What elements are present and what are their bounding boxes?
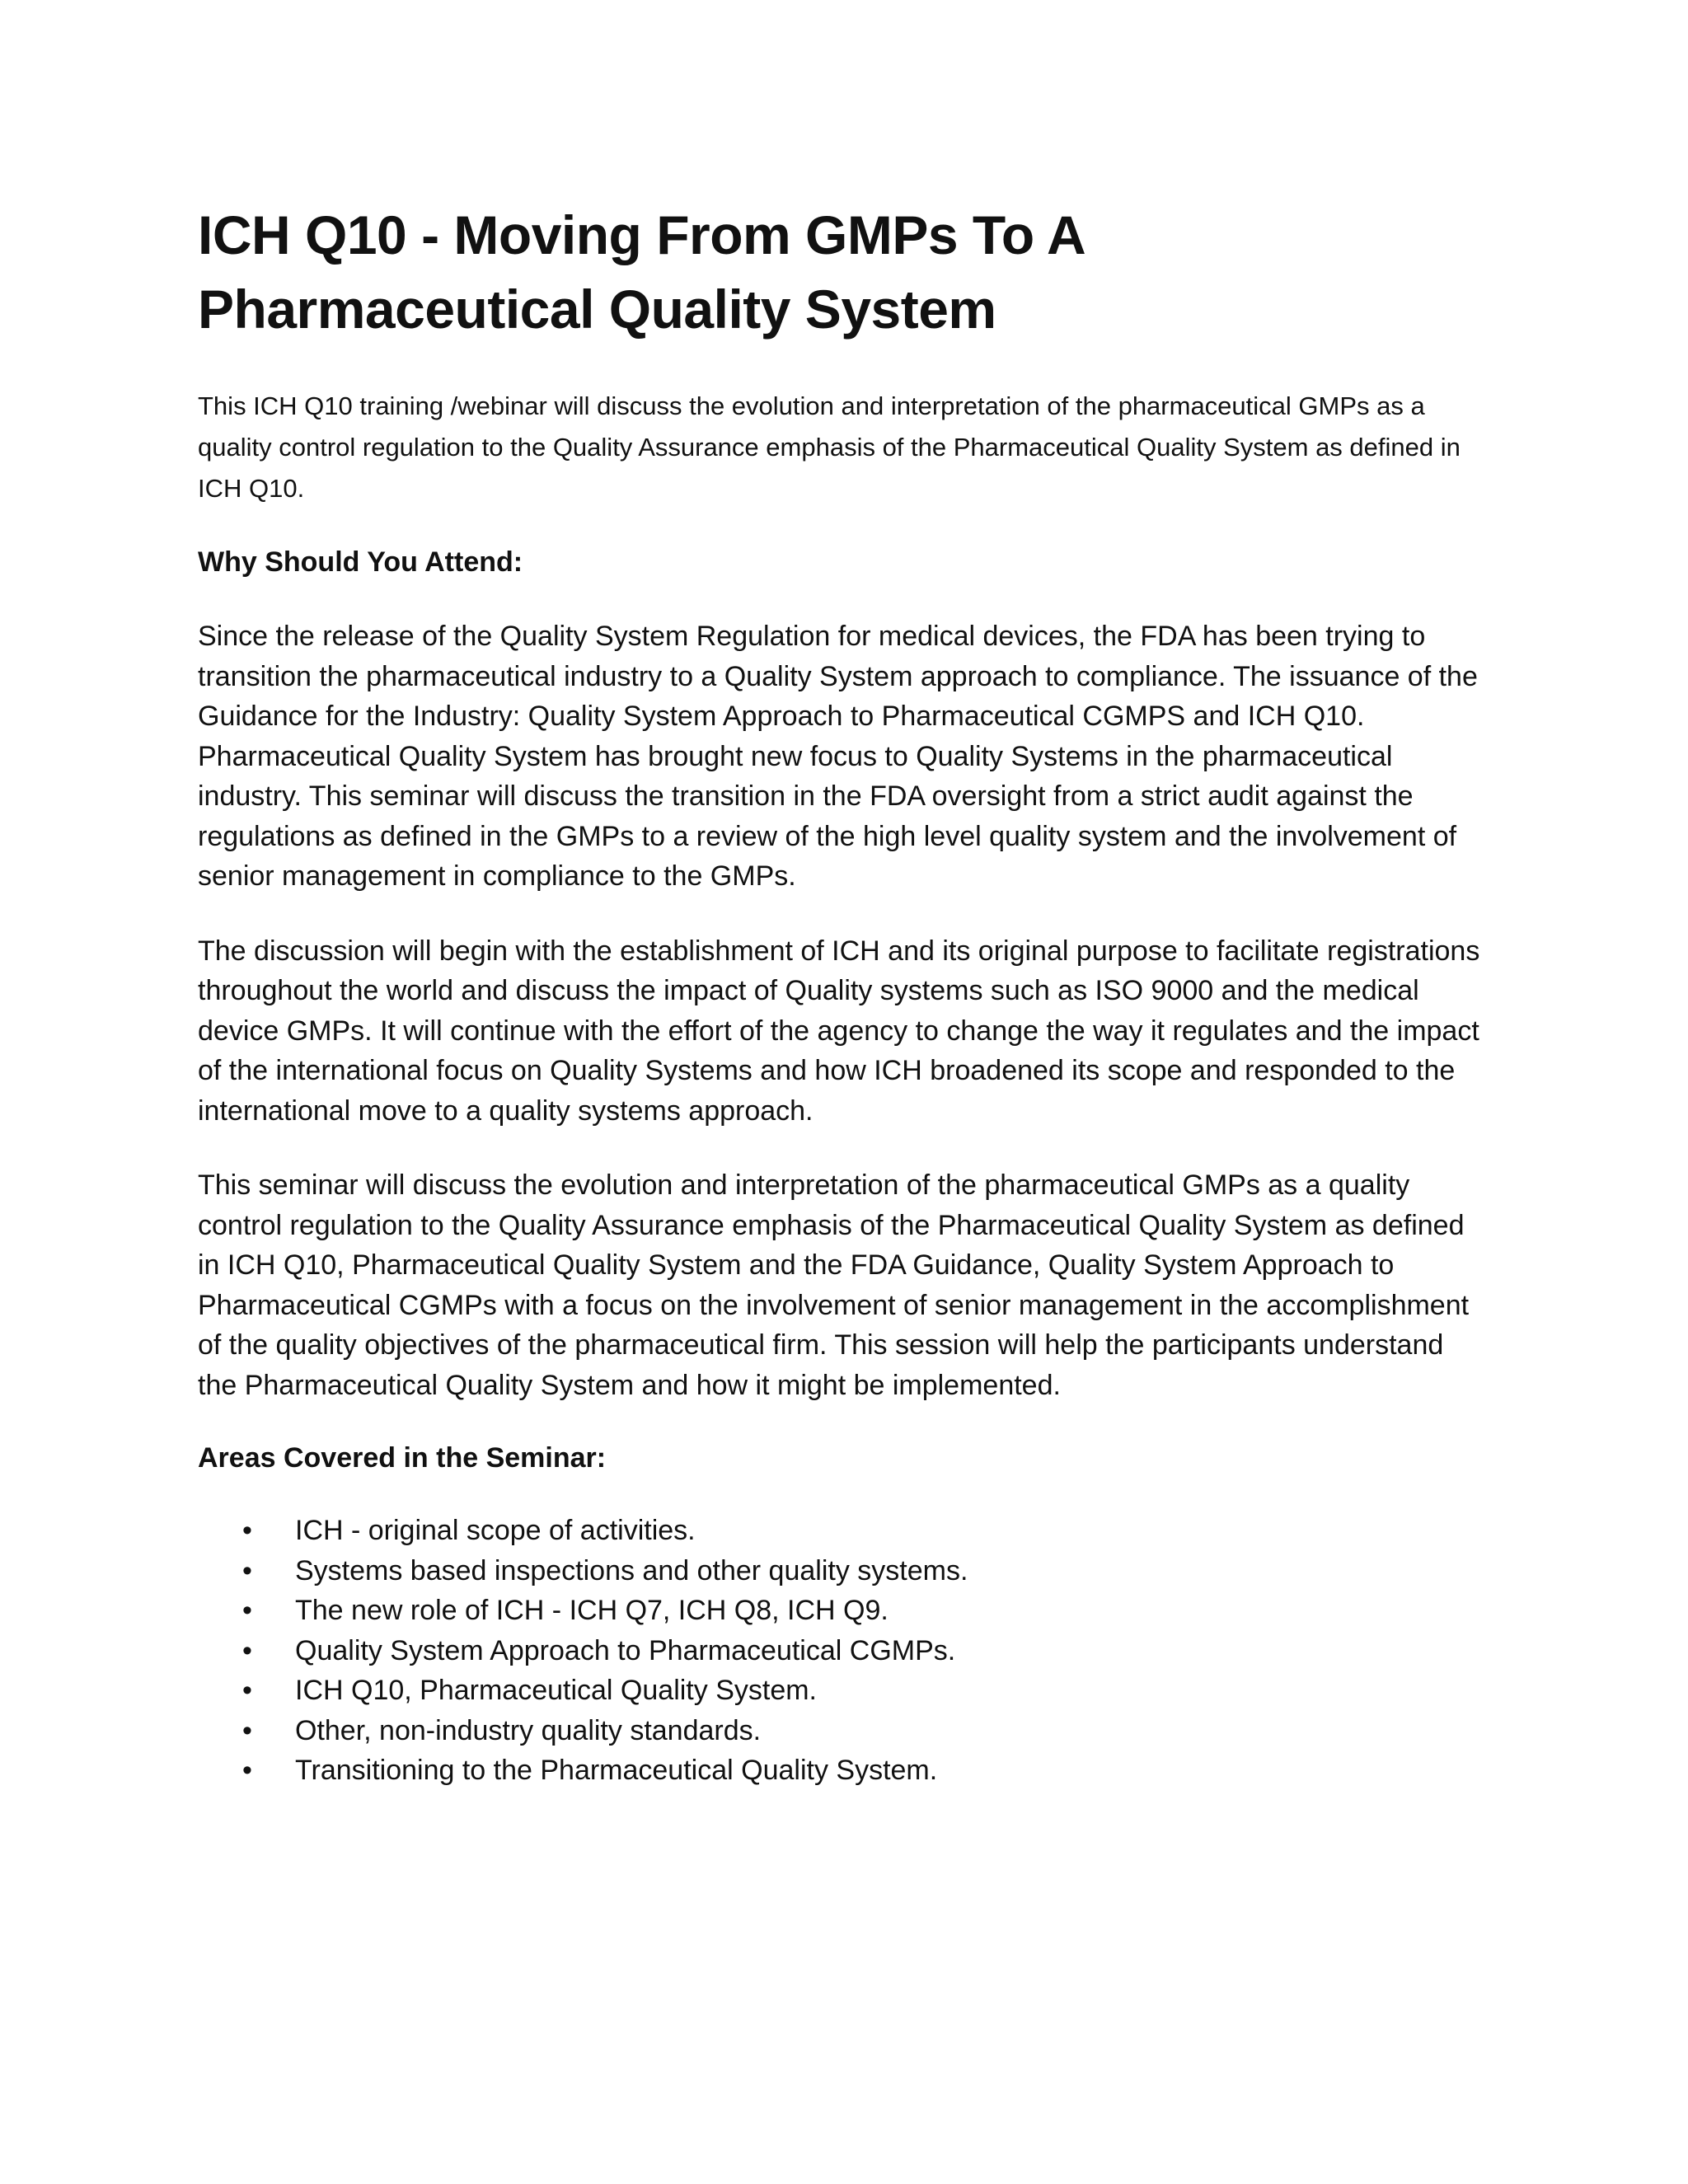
list-item-text: Other, non-industry quality standards. bbox=[295, 1714, 762, 1746]
document-title: ICH Q10 - Moving From GMPs To A Pharmaceutical Quality System bbox=[198, 204, 1084, 340]
areas-covered-list bbox=[198, 1511, 1484, 1791]
list-item-text: ICH Q10, Pharmaceutical Quality System. bbox=[295, 1675, 818, 1706]
list-item-text: The new role of ICH - ICH Q7, ICH Q8, ICH Q9. bbox=[295, 1595, 889, 1626]
list-item-text: Transitioning to the Pharmaceutical Quality System. bbox=[295, 1755, 938, 1786]
why-attend-heading: Why Should You Attend: bbox=[198, 546, 523, 578]
list-item-text: ICH - original scope of activities. bbox=[295, 1515, 696, 1546]
list-item-text: Quality System Approach to Pharmaceutical CGMPs. bbox=[295, 1634, 956, 1666]
bullet-icon: • bbox=[242, 1755, 252, 1786]
bullet-icon: • bbox=[242, 1714, 252, 1746]
list-item-text: Systems based inspections and other quality systems. bbox=[295, 1554, 968, 1586]
areas-covered-heading: Areas Covered in the Seminar: bbox=[198, 1442, 607, 1474]
list-item bbox=[198, 1511, 1484, 1551]
list-item bbox=[198, 1631, 1484, 1671]
bullet-icon: • bbox=[242, 1675, 252, 1706]
bullet-icon: • bbox=[242, 1515, 252, 1546]
why-attend-paragraph-2: The discussion will begin with the establishment of ICH and its original purpose to facilitate registrations throughout the world and discuss the impact of Quality systems such as ISO 9000 and the medical device GMPs. It will continue with the effort of the agency to change the way it regulates and the impact of the international focus on Quality Systems and how ICH broadened its scope and responded to the international move to a quality systems approach. bbox=[198, 935, 1480, 1127]
bullet-icon: • bbox=[242, 1634, 252, 1666]
list-item bbox=[198, 1671, 1484, 1711]
list-item bbox=[198, 1551, 1484, 1591]
why-attend-paragraph-3: This seminar will discuss the evolution and interpretation of the pharmaceutical GMPs as a quality control regulation to the Quality Assurance emphasis of the Pharmaceutical Quality System as defined in ICH Q10, Pharmaceutical Quality System and the FDA Guidance, Quality System Approach to Pharmaceutical CGMPs with a focus on the involvement of senior management in the accomplishment of the quality objectives of the pharmaceutical firm. This session will help the participants understand the Pharmaceutical Quality System and how it might be implemented. bbox=[198, 1169, 1470, 1401]
bullet-icon: • bbox=[242, 1554, 252, 1586]
intro-paragraph: This ICH Q10 training /webinar will discuss the evolution and interpretation of the pharmaceutical GMPs as a quality control regulation to the Quality Assurance emphasis of the Pharmaceutical Quality System as defined in ICH Q10. bbox=[198, 391, 1461, 503]
list-item bbox=[198, 1711, 1484, 1751]
list-item bbox=[198, 1750, 1484, 1791]
document-page bbox=[198, 198, 1484, 1791]
why-attend-paragraph-1: Since the release of the Quality System Regulation for medical devices, the FDA has been trying to transition the pharmaceutical industry to a Quality System approach to compliance. The issuance of the Guidance for the Industry: Quality System Approach to Pharmaceutical CGMPS and ICH Q10. Pharmaceutical Quality System has brought new focus to Quality Systems in the pharmaceutical industry. This seminar will discuss the transition in the FDA oversight from a strict audit against the regulations as defined in the GMPs to a review of the high level quality system and the involvement of senior management in compliance to the GMPs. bbox=[198, 621, 1478, 892]
list-item bbox=[198, 1591, 1484, 1631]
bullet-icon: • bbox=[242, 1595, 252, 1626]
